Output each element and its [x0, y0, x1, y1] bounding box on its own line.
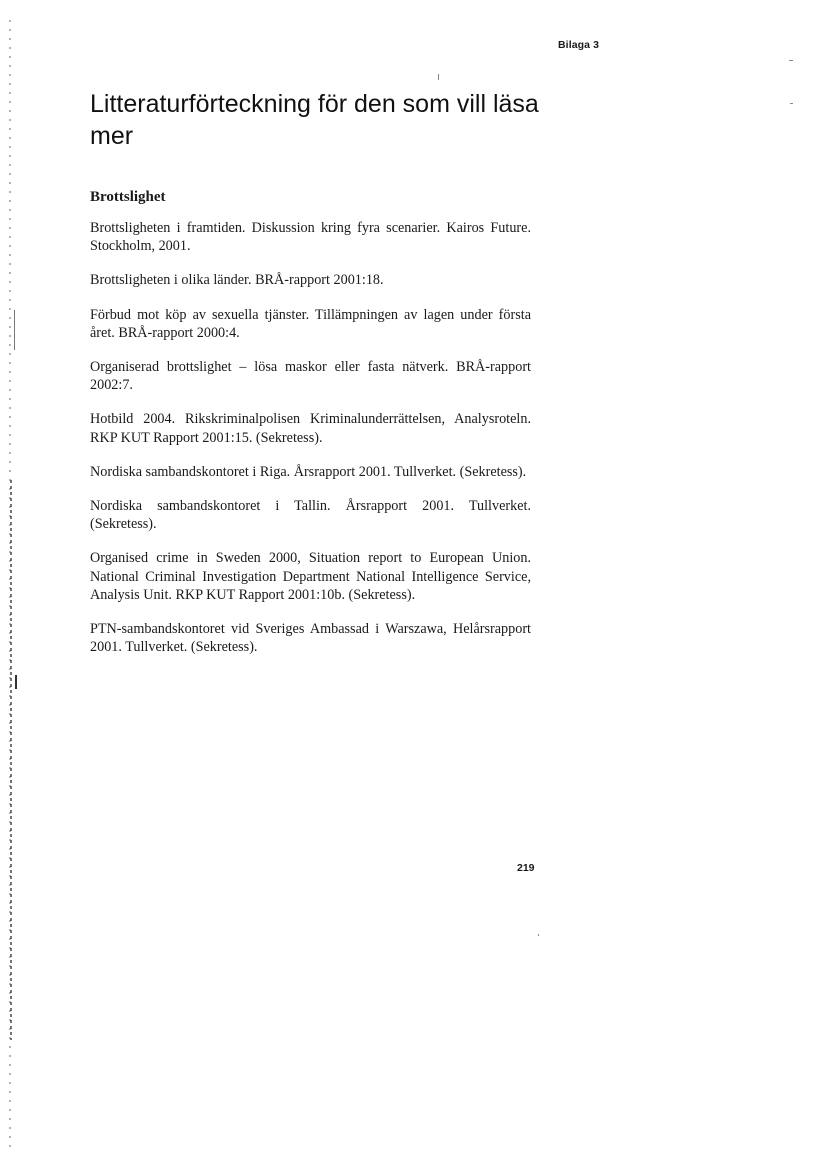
reference-item: Organiserad brottslighet – lösa maskor eller fasta nätverk. BRÅ-rapport 2002:7.: [90, 359, 531, 394]
page-title: Litteraturförteckning för den som vill läsa mer: [90, 90, 539, 150]
scan-speck: [438, 74, 439, 80]
reference-item: PTN-sambandskontoret vid Sveriges Ambassad i Warszawa, Helårsrapport 2001. Tullverket. (Sekretess).: [90, 621, 531, 656]
reference-item: Förbud mot köp av sexuella tjänster. Tillämpningen av lagen under första året. BRÅ-rapport 2000:4.: [90, 306, 531, 341]
scan-edge-artifact-dense: [10, 480, 12, 1040]
scan-mark: [15, 675, 17, 689]
reference-list: [90, 219, 531, 672]
section-heading: Brottslighet: [90, 189, 166, 205]
appendix-label: Bilaga 3: [558, 39, 600, 51]
scan-speck: [790, 103, 793, 104]
reference-item: Nordiska sambandskontoret i Tallin. Årsrapport 2001. Tullverket. (Sekretess).: [90, 498, 531, 533]
scan-speck: [789, 60, 793, 61]
scan-mark: [14, 310, 15, 350]
page-number: 219: [517, 862, 535, 874]
reference-item: Hotbild 2004. Rikskriminalpolisen Kriminalunderrättelsen, Analysroteln. RKP KUT Rapport 2001:15. (Sekretess).: [90, 411, 531, 446]
reference-item: Organised crime in Sweden 2000, Situation report to European Union. National Criminal Investigation Department National Intelligence Service, Analysis Unit. RKP KUT Rapport 2001:10b. (Sekretess).: [90, 550, 531, 603]
reference-item: Brottsligheten i framtiden. Diskussion kring fyra scenarier. Kairos Future. Stockholm, 2001.: [90, 220, 531, 255]
reference-item: Brottsligheten i olika länder. BRÅ-rapport 2001:18.: [90, 272, 384, 289]
scan-speck: [538, 934, 539, 936]
reference-item: Nordiska sambandskontoret i Riga. Årsrapport 2001. Tullverket. (Sekretess).: [90, 463, 527, 480]
